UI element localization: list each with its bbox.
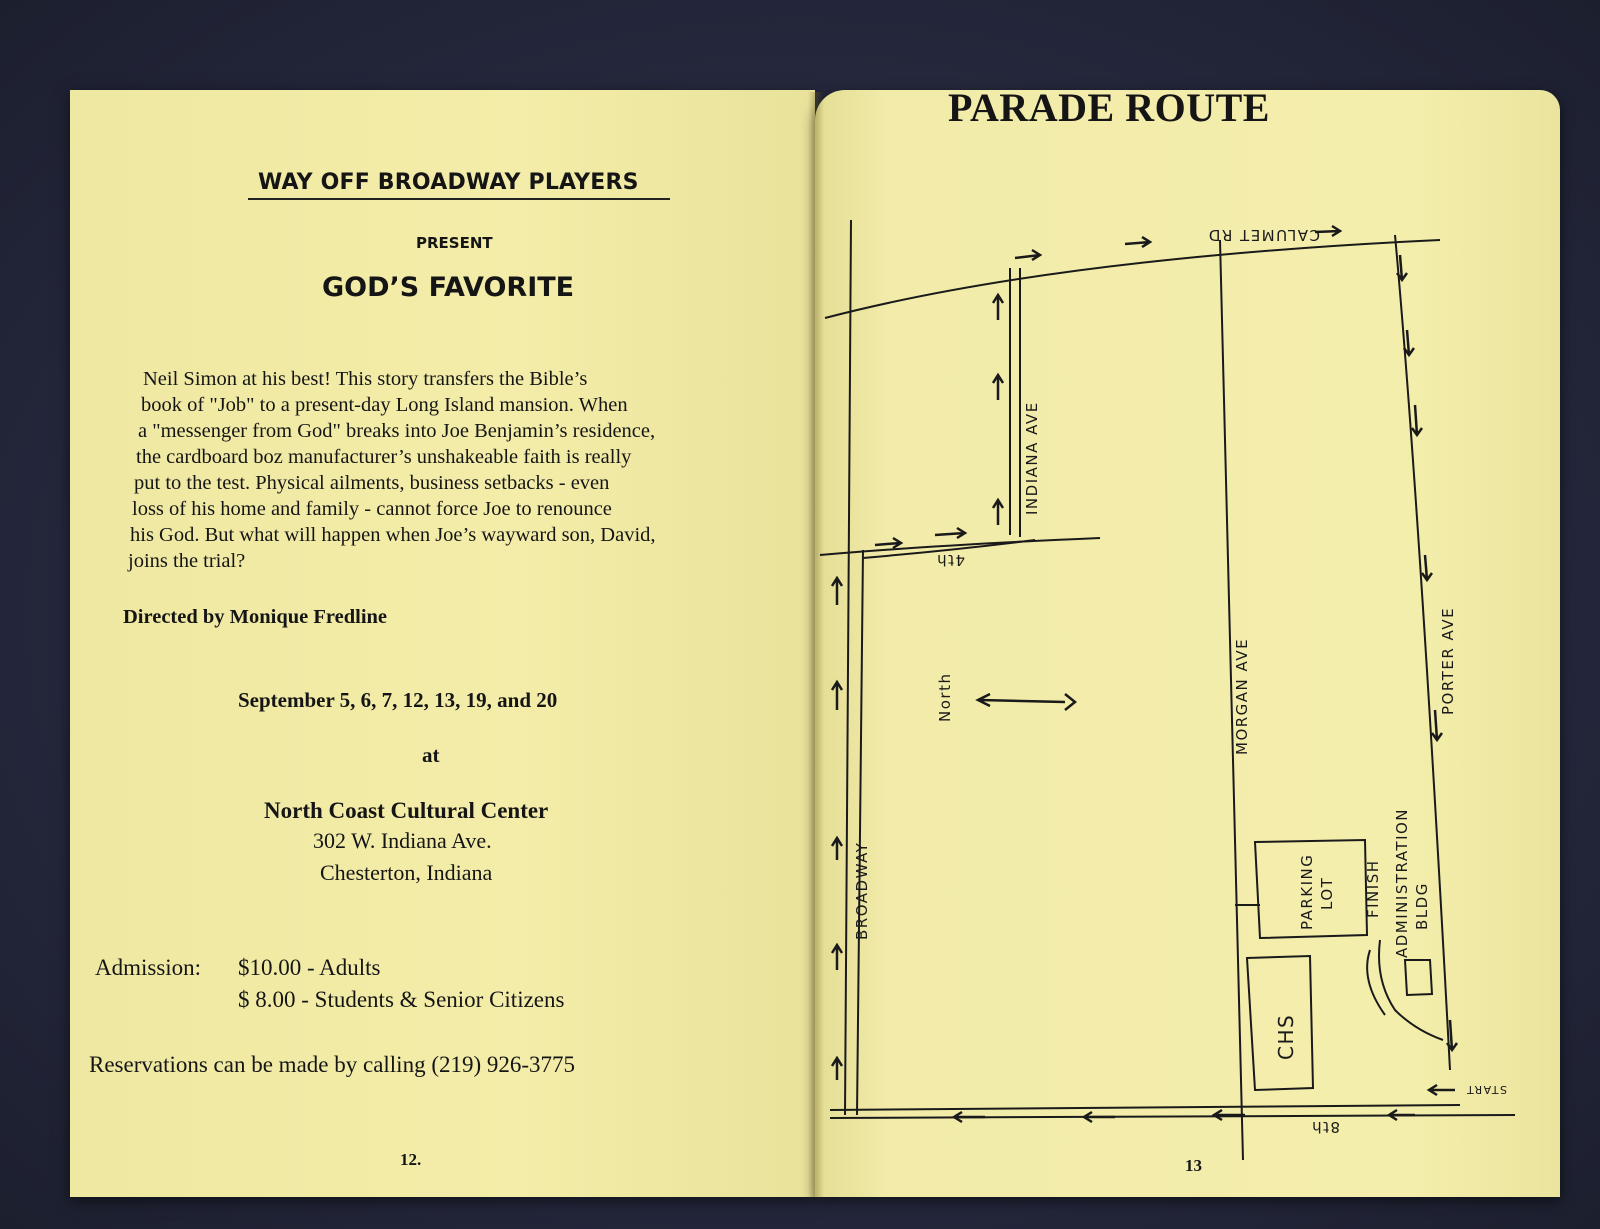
calumet-rd-label: CALUMET RD	[1207, 226, 1320, 244]
route-arrow	[832, 682, 842, 710]
route-arrows	[832, 226, 1457, 1122]
heading-underline	[248, 198, 670, 200]
venue-name: North Coast Cultural Center	[264, 798, 549, 823]
indiana-ave-label: INDIANA AVE	[1023, 401, 1041, 515]
broadway-road-right	[857, 550, 863, 1115]
route-arrow	[832, 838, 842, 860]
admission-label: Admission:	[95, 955, 202, 980]
reservations-line: Reservations can be made by calling (219) 926-3775	[89, 1052, 576, 1077]
venue-address-line1: 302 W. Indiana Ave.	[313, 828, 492, 853]
admin-bldg-label: BLDG	[1413, 882, 1431, 930]
route-arrow	[1412, 405, 1422, 435]
broadway-label: BROADWAY	[853, 841, 871, 940]
description-line: put to the test. Physical ailments, business setbacks - even	[134, 472, 610, 494]
route-arrow	[1404, 330, 1414, 355]
finish-label: FINISH	[1364, 859, 1382, 918]
parade-route-map	[815, 210, 1555, 1170]
description-line: book of "Job" to a present-day Long Island mansion. When	[141, 394, 628, 416]
route-arrow	[832, 1058, 842, 1080]
eighth-street-label: 8th	[1310, 1118, 1340, 1136]
chs-label: CHS	[1274, 1013, 1298, 1060]
fourth-street-label: 4th	[935, 551, 965, 569]
program-page-left	[70, 90, 815, 1197]
description-line: Neil Simon at his best! This story transfers the Bible’s	[143, 368, 588, 390]
route-arrow	[993, 295, 1003, 320]
route-arrow	[954, 1112, 985, 1122]
description-line: loss of his home and family - cannot force Joe to renounce	[132, 498, 612, 520]
at-label: at	[422, 743, 440, 767]
parade-route-title: PARADE ROUTE	[948, 85, 1270, 130]
present-label: PRESENT	[416, 234, 493, 252]
route-arrow	[1084, 1112, 1115, 1122]
page-number-left: 12.	[400, 1150, 422, 1169]
description-line: his God. But what will happen when Joe’s wayward son, David,	[130, 524, 656, 546]
director-credit: Directed by Monique Fredline	[123, 606, 388, 628]
description-line: joins the trial?	[128, 550, 246, 572]
porter-ave-label: PORTER AVE	[1439, 606, 1457, 715]
route-arrow	[832, 578, 842, 605]
start-label: START	[1465, 1083, 1507, 1096]
route-arrow	[1389, 1110, 1415, 1120]
route-arrow	[993, 375, 1003, 400]
north-arrow	[978, 694, 1075, 710]
finish-drive	[1379, 940, 1443, 1040]
calumet-road	[825, 240, 1440, 318]
description-line: a "messenger from God" breaks into Joe Benjamin’s residence,	[138, 420, 656, 442]
broadway-road-left	[845, 220, 851, 1115]
morgan-ave-label: MORGAN AVE	[1233, 637, 1251, 755]
admission-adults: $10.00 - Adults	[238, 955, 381, 980]
route-arrow	[1015, 250, 1040, 260]
route-arrow	[1429, 1085, 1455, 1095]
performance-dates: September 5, 6, 7, 12, 13, 19, and 20	[238, 688, 558, 712]
admin-bldg-outline	[1405, 960, 1432, 995]
north-label: North	[936, 672, 954, 722]
route-arrow	[1214, 1110, 1245, 1120]
troupe-heading: WAY OFF BROADWAY PLAYERS	[258, 170, 639, 195]
admission-students: $ 8.00 - Students & Senior Citizens	[238, 987, 565, 1012]
route-arrow	[993, 500, 1003, 525]
admin-building-label: ADMINISTRATION	[1393, 807, 1411, 958]
route-arrow	[1422, 555, 1432, 580]
route-arrow	[935, 528, 965, 538]
parking-label: PARKING	[1298, 853, 1316, 930]
route-arrow	[1125, 237, 1150, 247]
road-lines	[820, 220, 1515, 1160]
eighth-street-top	[830, 1105, 1460, 1110]
page-number-right: 13	[1185, 1156, 1202, 1175]
show-title: GOD’S FAVORITE	[322, 272, 575, 303]
route-arrow	[832, 945, 842, 970]
venue-address-line2: Chesterton, Indiana	[320, 860, 493, 885]
description-line: the cardboard boz manufacturer’s unshakeable faith is really	[136, 446, 632, 468]
route-arrow	[875, 538, 901, 548]
lot-label: LOT	[1318, 876, 1336, 910]
